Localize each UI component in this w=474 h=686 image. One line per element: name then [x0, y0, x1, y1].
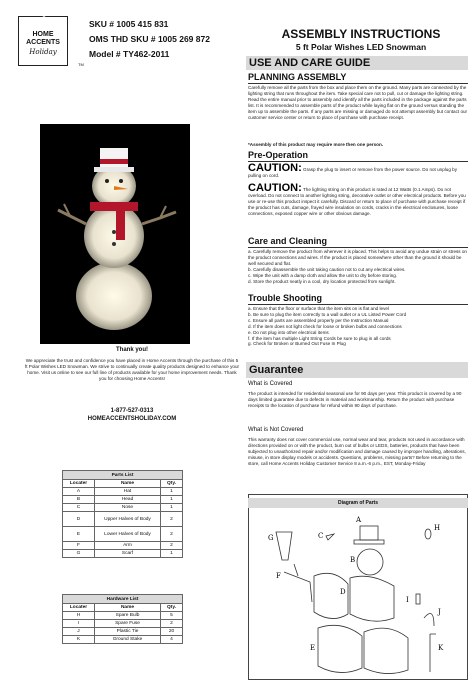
list-item: g. Check for Broken or Burned Out Fuse In Plug: [248, 341, 346, 347]
list-item: a. Carefully remove the product from wherever it is placed. This helps to avoid any undue strain or stress on the product connections and wires. If the product is placed somewhere other than the ground it should be well secured and flat.: [248, 249, 467, 266]
thank-you-text: We appreciate the trust and confidence you have placed in Home Accents through the purchase of this 5 ft Polar Wishes LED Snowman. We strive to continually create quality products designed to enhance your home. Visit us online to see our full line of products available for your home improvement needs. Thank you for choosing Home Accents!: [24, 358, 240, 381]
diagram-label: I: [406, 596, 409, 604]
qty-cell: 4: [161, 636, 183, 644]
website-url: HOMEACCENTSHOLIDAY.COM: [87, 416, 177, 422]
logo-line-home: HOME: [32, 31, 54, 38]
section-divider: [248, 247, 468, 248]
use-care-guide-banner: USE AND CARE GUIDE: [246, 56, 468, 70]
locater-cell: A: [63, 488, 95, 496]
column-header-qty: Qty.: [161, 604, 183, 612]
diagram-label: H: [434, 524, 441, 532]
care-cleaning-heading: Care and Cleaning: [248, 236, 328, 246]
diagram-label: E: [310, 644, 316, 652]
section-divider: [248, 83, 468, 84]
trademark-mark: TM: [78, 62, 84, 67]
name-cell: Ground Stake: [95, 636, 161, 644]
table-row: [63, 612, 183, 620]
caution-plug: [248, 163, 468, 179]
qty-cell: 2: [161, 512, 183, 527]
oms-sku-number: OMS THD SKU # 1005 269 872: [89, 34, 210, 44]
diagram-of-parts-title: Diagram of Parts: [248, 498, 468, 508]
nose-part-icon: [326, 534, 334, 540]
locater-cell: G: [63, 550, 95, 558]
what-is-not-covered-text: This warranty does not cover commercial use, normal wear and tear, products not used in accordance with directions provided on or with the product, burn out of bulbs or LEDS, batteries, products that have been subjected to unauthorized repair and/or modification and damage caused by improper handling, alterations, misuse, in store display models or accidents. Questions, problems, missing parts? Before returning to the store, call Home Accents Holiday Customer Service 8 a.m.-6 p.m., EST, Monday-Friday: [248, 437, 466, 466]
model-number: Model # TY462-2011: [89, 49, 170, 59]
spare-fuse-icon: [416, 594, 420, 604]
what-is-covered-heading: What is Covered: [248, 381, 293, 387]
logo-line-holiday: Holiday: [29, 48, 57, 56]
trouble-shooting-heading: Trouble Shooting: [248, 293, 322, 303]
assembly-note: *Assembly of this product may require more then one person.: [248, 142, 384, 147]
plastic-tie-icon: [424, 614, 434, 627]
qty-cell: 1: [161, 488, 183, 496]
list-item: c. Wipe the unit with a damp cloth and allow the unit to dry before storing.: [248, 272, 398, 278]
ground-stake-icon: [430, 634, 436, 672]
care-cleaning-list: [248, 249, 468, 284]
arm-part-icon: [284, 564, 312, 602]
list-item: a. Ensure that the floor or surface that the item sits on is flat and level: [248, 306, 389, 311]
page-title: ASSEMBLY INSTRUCTIONS: [281, 27, 441, 41]
table-row: [63, 488, 183, 496]
list-item: c. Ensure all parts are assembled properly per the Instruction Manual: [248, 317, 389, 323]
parts-diagram: [248, 510, 468, 680]
locater-cell: I: [63, 620, 95, 628]
diagram-label: D: [340, 588, 346, 596]
list-item: b. Carefully disassemble the unit taking caution not to cut any electrical wires.: [248, 266, 406, 272]
locater-cell: D: [63, 512, 95, 527]
table-row: [63, 527, 183, 542]
name-cell: Upper Halves of Body: [95, 512, 161, 527]
locater-cell: K: [63, 636, 95, 644]
guarantee-banner: Guarantee: [246, 362, 468, 378]
qty-cell: 1: [161, 550, 183, 558]
logo-roof-icon: [27, 16, 61, 26]
parts-list-title: Parts List: [63, 471, 183, 480]
hat-part-icon: [360, 526, 378, 540]
spare-bulb-icon: [425, 529, 431, 539]
caution-lighting-text: The lighting string on this product is rated at 12 Watts (0.1 Amps). Do not overload. Do not connect to another lighting string, decorative outlet or other electrical products. Before you use or re-use this product inspect it carefully. Discard or return to place of purchase with purchase receipt if the product has cuts, damage, frayed wire insulation on cords, cracks in the electrical enclosures, loose connections, exposed copper wire or other obvious damage.: [248, 187, 466, 216]
table-row: [63, 496, 183, 504]
name-cell: Hat: [95, 488, 161, 496]
name-cell: Lower Halves of Body: [95, 527, 161, 542]
trouble-shooting-list: [248, 306, 468, 347]
diagram-label: G: [268, 534, 274, 542]
what-is-covered-text: The product is intended for residential seasonal use for 90 days per year. This product is covered by a 90 days limited guarantee due to defects in material and workmanship. Return the product with purchase receipts to the location of purchase for refund within 90 days of purchase.: [248, 391, 462, 408]
home-accents-logo: [18, 16, 68, 66]
locater-cell: F: [63, 542, 95, 550]
caution-plug-text: Grasp the plug to insert or remove from the power source. Do not unplug by pulling on cord.: [248, 167, 458, 178]
name-cell: Head: [95, 496, 161, 504]
product-subtitle: 5 ft Polar Wishes LED Snowman: [295, 42, 427, 52]
name-cell: Spare Bulb: [95, 612, 161, 620]
logo-line-accents: ACCENTS: [26, 39, 60, 46]
snowman-product-photo: [40, 124, 190, 344]
diagram-label: J: [438, 608, 441, 616]
locater-cell: B: [63, 496, 95, 504]
qty-cell: 5: [161, 612, 183, 620]
support-phone: 1-877-527-0313: [110, 408, 154, 414]
planning-assembly-text: Carefully remove all the parts from the box and place them on the ground. Many parts are connected by the lighting string that runs throughout the item. Take special care not to pull, cut or damage the lighting string. Read the entire manual prior to assembly and identify all the parts included in the package against the parts list. It is recommended to assemble parts of the product while laying flat on the ground versus standing the item up to assemble the parts. If any parts are missing or damaged do not attempt assembly but contact our customer service center or return to place of purchase with purchase receipt.: [248, 85, 468, 120]
list-item: f. If the item has multiple Light String Cords be sure to plug in all cords: [248, 335, 391, 341]
locater-cell: C: [63, 504, 95, 512]
qty-cell: 1: [161, 504, 183, 512]
name-cell: Spare Fuse: [95, 620, 161, 628]
table-row: [63, 512, 183, 527]
list-item: e. Do not plug into other electrical items: [248, 329, 329, 335]
what-is-not-covered-heading: What is Not Covered: [248, 427, 304, 433]
diagram-label: C: [318, 532, 324, 540]
table-row: [63, 550, 183, 558]
locater-cell: J: [63, 628, 95, 636]
qty-cell: 2: [161, 527, 183, 542]
caution-label: CAUTION:: [248, 162, 302, 174]
column-header-locater: Locater: [63, 604, 95, 612]
caution-label: CAUTION:: [248, 182, 302, 194]
qty-cell: 20: [161, 628, 183, 636]
table-row: [63, 620, 183, 628]
list-item: d. If the item does not light check for loose or broken bulbs and connections: [248, 323, 402, 329]
sku-number: SKU # 1005 415 831: [89, 19, 169, 29]
column-header-name: Name: [95, 604, 161, 612]
lower-body-part-icon: [318, 625, 362, 672]
head-part-icon: [357, 549, 383, 575]
diagram-label: B: [350, 556, 356, 564]
section-divider: [248, 304, 468, 305]
thank-you-heading: Thank you!: [115, 347, 148, 353]
locater-cell: E: [63, 527, 95, 542]
name-cell: Plastic Tie: [95, 628, 161, 636]
name-cell: Scarf: [95, 550, 161, 558]
diagram-label: K: [438, 644, 444, 652]
table-row: [63, 628, 183, 636]
scarf-part-icon: [276, 532, 292, 560]
caution-lighting: [248, 183, 468, 217]
column-header-locater: Locater: [63, 480, 95, 488]
qty-cell: 1: [161, 496, 183, 504]
pre-operation-heading: Pre-Operation: [248, 150, 309, 160]
qty-cell: 2: [161, 620, 183, 628]
name-cell: Nose: [95, 504, 161, 512]
table-row: [63, 542, 183, 550]
hardware-list-title: Hardware List: [63, 595, 183, 604]
planning-assembly-heading: PLANNING ASSEMBLY: [248, 72, 347, 82]
list-item: b. Be sure to plug the item correctly to a wall outlet or a UL Listed Power Cord: [248, 311, 407, 317]
list-item: d. Store the product neatly in a cool, dry location protected from sunlight.: [248, 278, 396, 284]
column-header-name: Name: [95, 480, 161, 488]
qty-cell: 2: [161, 542, 183, 550]
hardware-list-table: [62, 594, 183, 644]
table-row: [63, 504, 183, 512]
table-row: [63, 636, 183, 644]
locater-cell: H: [63, 612, 95, 620]
diagram-label: A: [356, 516, 362, 524]
column-header-qty: Qty.: [161, 480, 183, 488]
name-cell: Arm: [95, 542, 161, 550]
parts-list-table: [62, 470, 183, 558]
snowman-illustration: [40, 124, 190, 344]
diagram-label: F: [276, 572, 281, 580]
